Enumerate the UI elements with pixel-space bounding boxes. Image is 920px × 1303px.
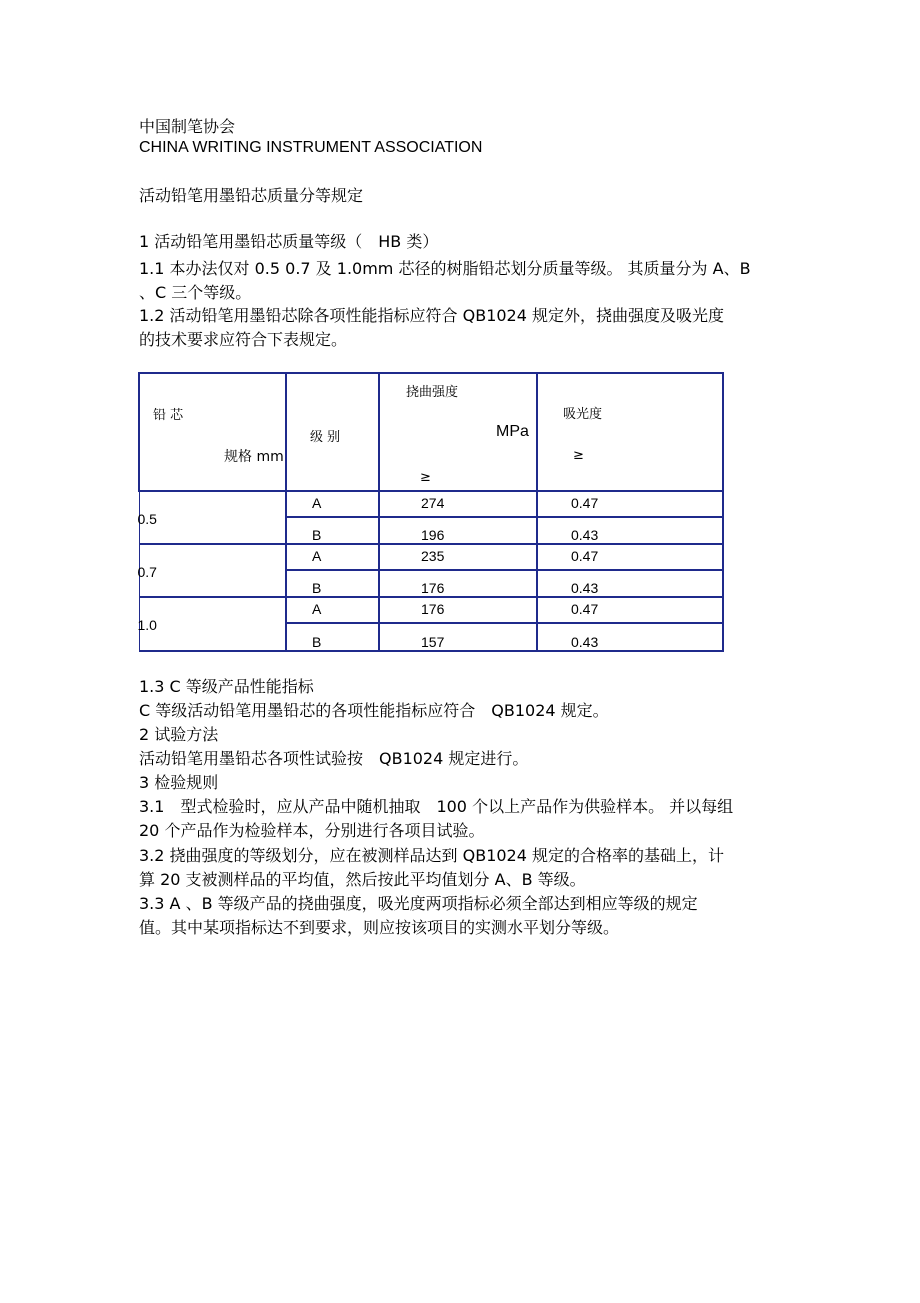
strength-cell (379, 597, 537, 623)
org-name-en: CHINA WRITING INSTRUMENT ASSOCIATION (139, 139, 483, 156)
header-strength-unit: MPa (496, 423, 529, 440)
absorbance-cell (537, 517, 723, 544)
section-3-1-line-1: 3.1 型式检验时，应从产品中随机抽取 100 个以上产品作为供验样本。 并以每组 (139, 797, 734, 816)
section-1-heading: 1 活动铅笔用墨铅芯质量等级（ HB 类） (139, 232, 439, 251)
strength-cell (379, 570, 537, 597)
section-1-2-line-1: 1.2 活动铅笔用墨铅芯除各项性能指标应符合 QB1024 规定外，挠曲强度及吸光度 (139, 306, 724, 325)
grade-value: A (312, 601, 322, 617)
section-2-body: 活动铅笔用墨铅芯各项性试验按 QB1024 规定进行。 (139, 749, 529, 768)
section-1-1-line-2: 、C 三个等级。 (139, 283, 252, 302)
absorbance-value: 0.47 (571, 548, 599, 564)
header-strength-cell (379, 373, 537, 491)
strength-value: 196 (421, 527, 445, 543)
grade-cell (286, 597, 379, 623)
spec-value: 0.5 (137, 511, 157, 527)
absorbance-cell (537, 491, 723, 517)
table-header-row (139, 373, 723, 491)
strength-value: 235 (421, 548, 445, 564)
grade-cell (286, 544, 379, 570)
section-1-3-heading: 1.3 C 等级产品性能指标 (139, 677, 314, 696)
strength-cell (379, 491, 537, 517)
header-spec-cell (139, 373, 286, 491)
strength-value: 274 (421, 495, 445, 511)
header-spec-label: 铅 芯 (153, 408, 184, 423)
grade-cell (286, 491, 379, 517)
grade-cell (286, 570, 379, 597)
section-3-1-line-2: 20 个产品作为检验样本，分别进行各项目试验。 (139, 821, 485, 840)
grade-value: B (312, 580, 322, 596)
spec-value: 1.0 (137, 617, 157, 633)
absorbance-value: 0.43 (571, 634, 599, 650)
grade-value: A (312, 548, 322, 564)
section-1-3-body: C 等级活动铅笔用墨铅芯的各项性能指标应符合 QB1024 规定。 (139, 701, 609, 720)
grade-value: B (312, 527, 322, 543)
grade-value: B (312, 634, 322, 650)
section-3-heading: 3 检验规则 (139, 773, 219, 792)
section-3-3-line-2: 值。其中某项指标达不到要求，则应按该项目的实测水平划分等级。 (139, 918, 620, 937)
spec-cell (139, 491, 286, 544)
table-row (139, 597, 723, 623)
absorbance-cell (537, 597, 723, 623)
table-row (139, 544, 723, 570)
header-absorbance-label: 吸光度 (563, 407, 603, 422)
strength-cell (379, 517, 537, 544)
spec-cell (139, 597, 286, 651)
grade-cell (286, 517, 379, 544)
section-2-heading: 2 试验方法 (139, 725, 219, 744)
strength-cell (379, 544, 537, 570)
section-3-3-line-1: 3.3 A 、B 等级产品的挠曲强度，吸光度两项指标必须全部达到相应等级的规定 (139, 894, 698, 913)
grade-cell (286, 623, 379, 651)
spec-cell (139, 544, 286, 597)
header-absorbance-ge: ≥ (573, 448, 584, 463)
org-name-cn: 中国制笔协会 (139, 117, 236, 136)
table-row (139, 491, 723, 517)
header-strength-ge: ≥ (420, 470, 431, 485)
spec-value: 0.7 (137, 564, 157, 580)
strength-value: 157 (421, 634, 445, 650)
absorbance-value: 0.43 (571, 527, 599, 543)
document-title: 活动铅笔用墨铅芯质量分等规定 (139, 186, 364, 205)
section-3-2-line-1: 3.2 挠曲强度的等级划分，应在被测样品达到 QB1024 规定的合格率的基础上，计 (139, 846, 724, 865)
grade-table (138, 372, 724, 652)
header-spec-unit: 规格 mm (224, 449, 284, 465)
absorbance-cell (537, 570, 723, 597)
absorbance-cell (537, 544, 723, 570)
header-grade-label: 级 别 (310, 430, 341, 445)
grade-value: A (312, 495, 322, 511)
header-strength-label: 挠曲强度 (406, 385, 459, 400)
absorbance-cell (537, 623, 723, 651)
section-1-1-line-1: 1.1 本办法仅对 0.5 0.7 及 1.0mm 芯径的树脂铅芯划分质量等级。 其质量分为 A、B (139, 259, 751, 278)
section-3-2-line-2: 算 20 支被测样品的平均值，然后按此平均值划分 A、B 等级。 (139, 870, 586, 889)
header-grade-cell (286, 373, 379, 491)
absorbance-value: 0.47 (571, 495, 599, 511)
strength-cell (379, 623, 537, 651)
section-1-2-line-2: 的技术要求应符合下表规定。 (139, 330, 348, 349)
strength-value: 176 (421, 601, 445, 617)
absorbance-value: 0.43 (571, 580, 599, 596)
header-absorbance-cell (537, 373, 723, 491)
absorbance-value: 0.47 (571, 601, 599, 617)
strength-value: 176 (421, 580, 445, 596)
